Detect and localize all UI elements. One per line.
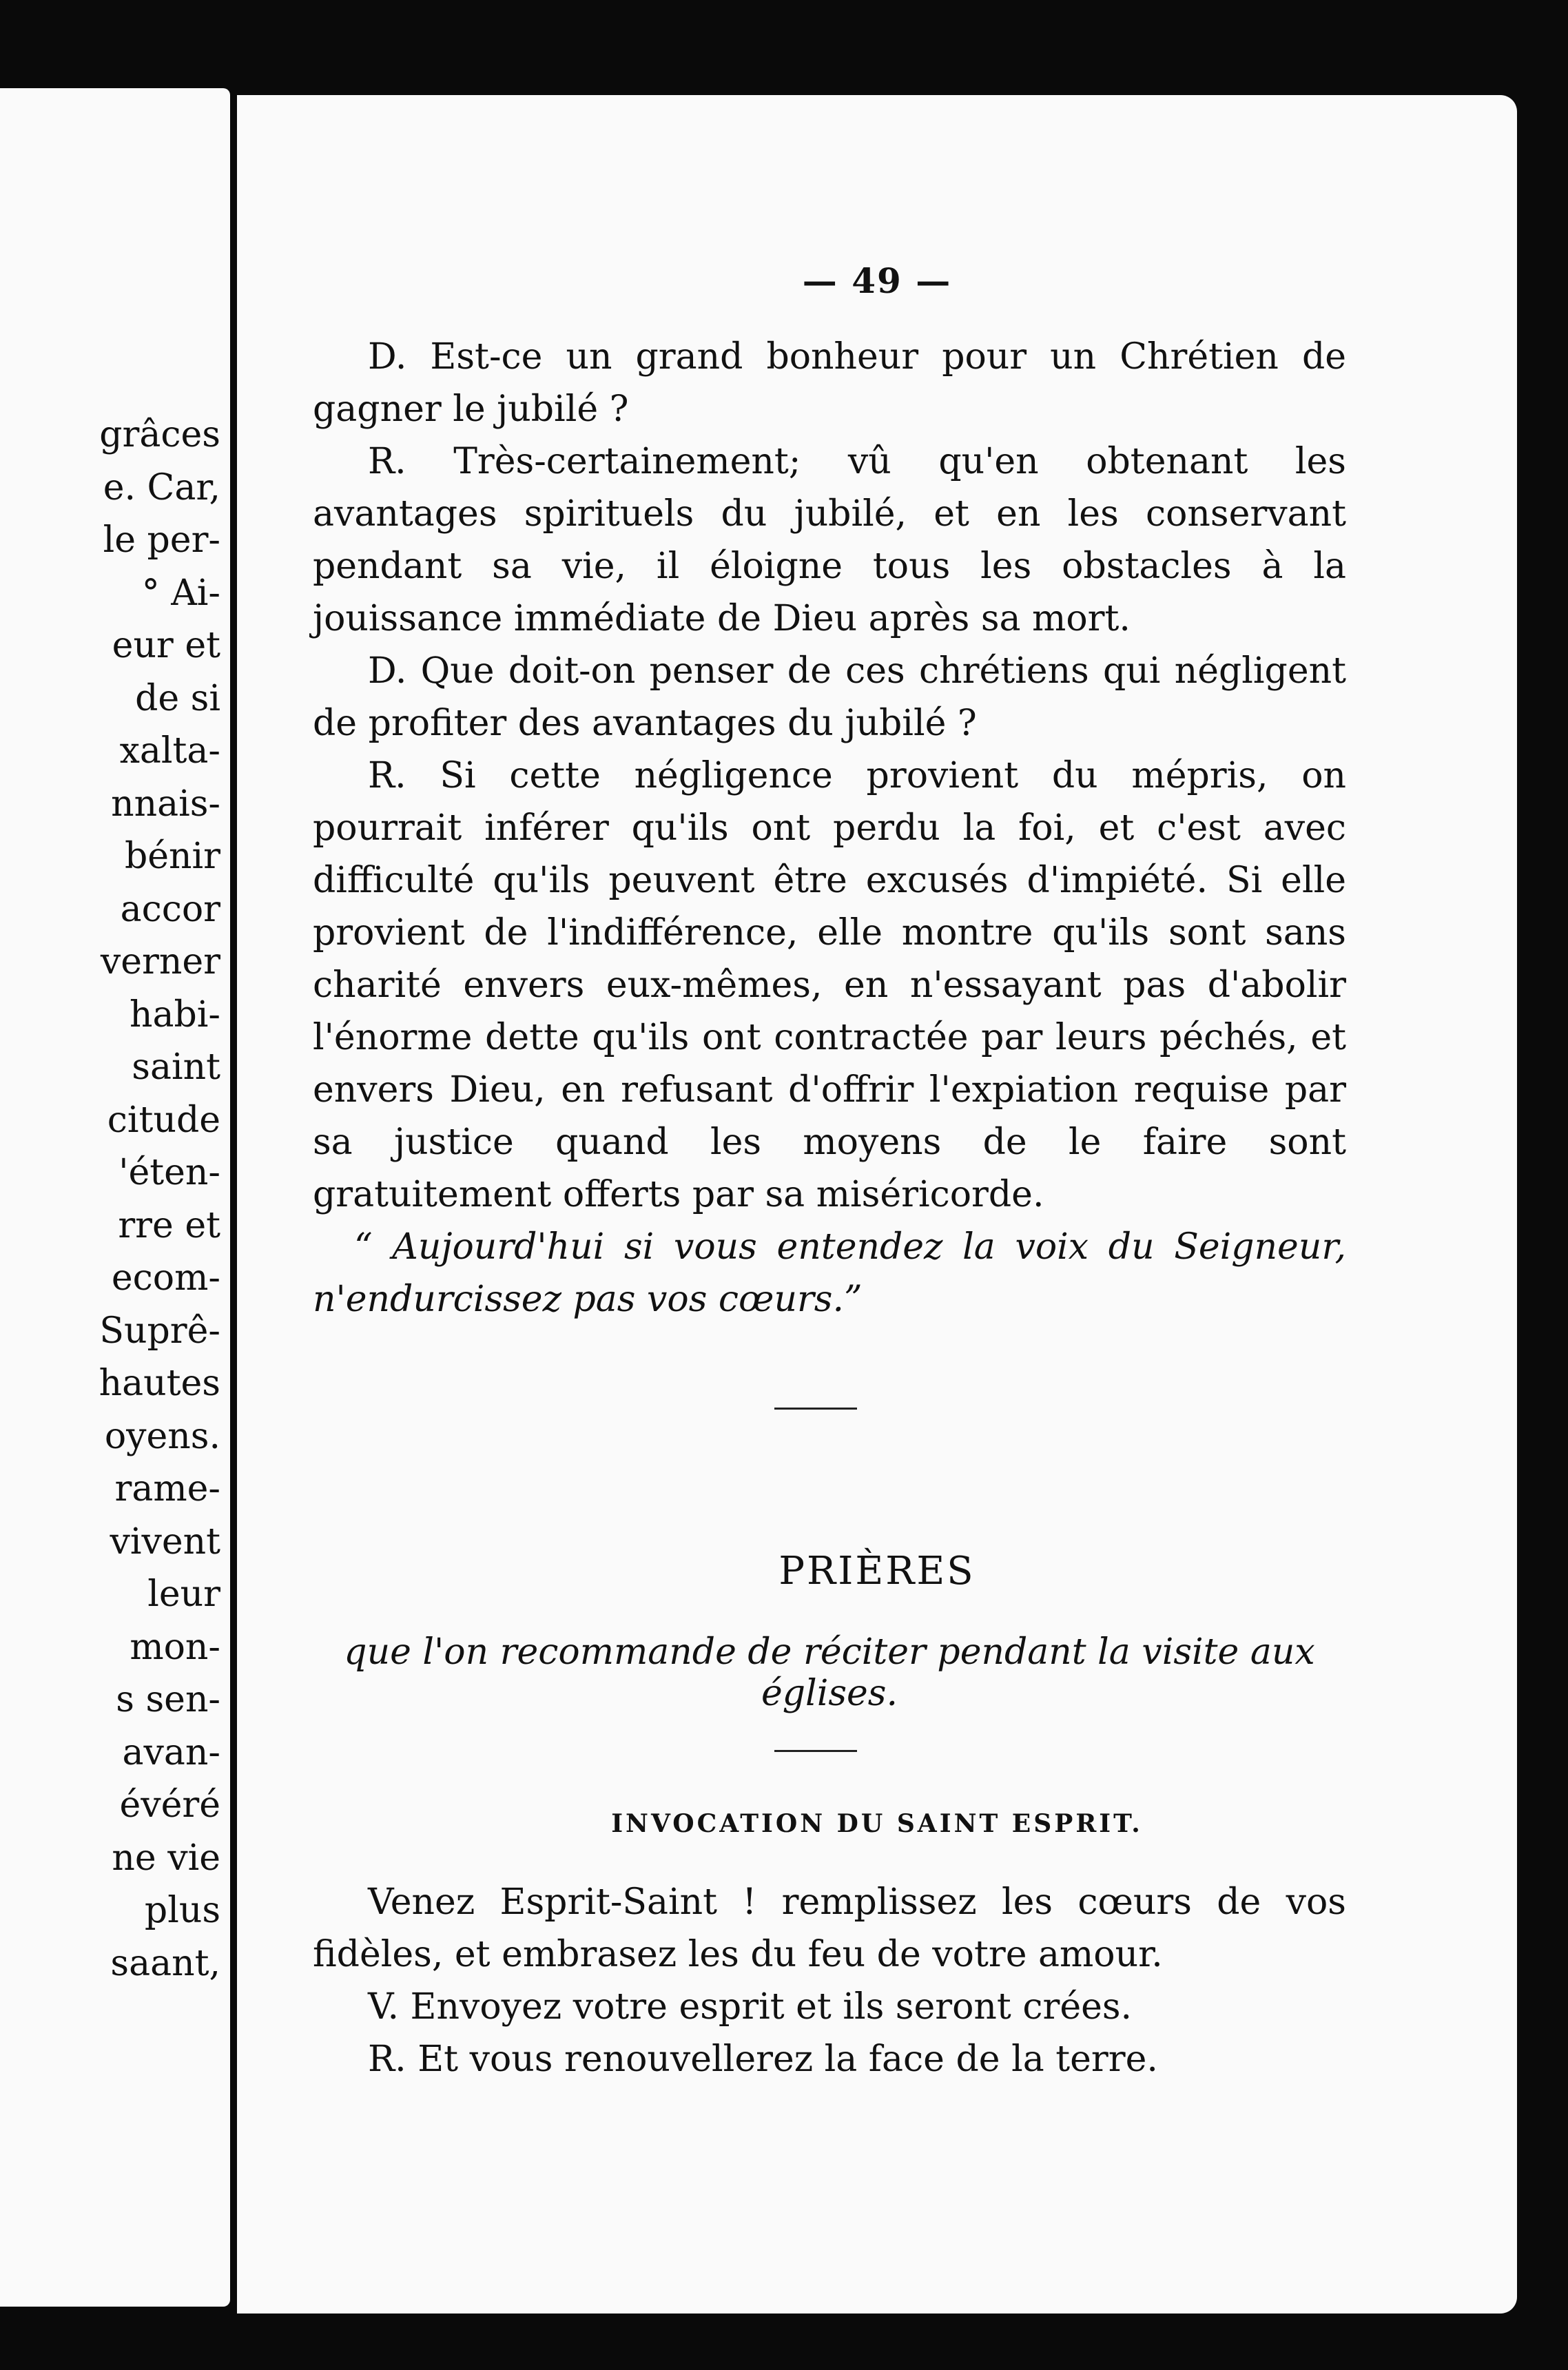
answer-paragraph: R. Si cette négligence provient du mépris, on pourrait inférer qu'ils ont perdu la foi, et c'est avec difficulté qu'ils peuvent être excusés d'impiété. Si elle provient de l'indifférence, elle montre qu'ils sont sans charité envers eux-mêmes, en n'essayant pas d'abolir l'énorme dette qu'ils ont contractée par leurs péchés, et envers Dieu, en refusant d'offrir l'expiation requise par sa justice quand les moyens de le faire sont gratuitement offerts par sa miséricorde. <box>313 755 1346 1215</box>
left-page-line: ecom- <box>111 1257 220 1299</box>
left-page-column <box>99 409 220 1990</box>
prayer-line: R. Et vous renouvellerez la face de la terre. <box>368 2039 1158 2080</box>
left-page-line: vivent <box>110 1521 220 1563</box>
left-page-line: de si <box>135 677 220 719</box>
left-page-line: nnais- <box>111 783 220 825</box>
left-page-line: accor <box>120 888 220 930</box>
left-page-line: e. Car, <box>103 466 220 508</box>
answer-paragraph: R. Très-certainement; vû qu'en obtenant les avantages spirituels du jubilé, et en les conservant pendant sa vie, il éloigne tous les obstacles à la jouissance immédiate de Dieu après sa mort. <box>313 441 1346 639</box>
left-page-line: eur et <box>112 625 220 666</box>
left-page-line: avan- <box>122 1731 220 1773</box>
left-page-line: ne vie <box>112 1837 220 1879</box>
divider-rule <box>774 1408 857 1410</box>
divider-rule <box>774 1750 857 1752</box>
left-page-line: oyens. <box>104 1415 220 1457</box>
left-page-line: grâces <box>99 414 220 455</box>
page-number-header: — 49 — <box>802 260 952 301</box>
left-page-line: ° Ai- <box>141 572 220 614</box>
left-page-line: bénir <box>124 836 220 877</box>
left-page-line: xalta- <box>119 730 220 772</box>
invocation-title: INVOCATION DU SAINT ESPRIT. <box>611 1809 1143 1838</box>
left-page-line: rame- <box>114 1468 220 1509</box>
section-subtitle: que l'on recommande de réciter pendant la visite aux églises. <box>344 1631 1315 1714</box>
left-page-line: hautes <box>99 1363 220 1404</box>
left-page <box>0 88 230 2307</box>
question-paragraph: D. Est-ce un grand bonheur pour un Chrétien de gagner le jubilé ? <box>313 336 1346 430</box>
left-page-line: s sen- <box>116 1679 220 1720</box>
left-page-line: le per- <box>103 519 220 561</box>
left-page-line: citude <box>107 1099 220 1141</box>
left-page-line: 'éten- <box>118 1152 220 1193</box>
left-page-line: Suprê- <box>99 1310 220 1352</box>
body-text <box>313 331 1346 1326</box>
prayer-line: V. Envoyez votre esprit et ils seront crées. <box>368 1986 1133 2028</box>
scripture-quote: “ Aujourd'hui si vous entendez la voix du Seigneur, n'endurcissez pas vos cœurs.” <box>313 1226 1346 1320</box>
left-page-line: leur <box>147 1574 220 1615</box>
section-title: PRIÈRES <box>778 1549 976 1594</box>
left-page-line: évéré <box>119 1784 220 1826</box>
prayer-line: Venez Esprit-Saint ! remplissez les cœurs de vos fidèles, et embrasez les du feu de votre amour. <box>313 1882 1346 1975</box>
left-page-line: rre et <box>118 1204 220 1246</box>
right-page <box>237 95 1517 2314</box>
left-page-line: plus <box>144 1890 220 1931</box>
question-paragraph: D. Que doit-on penser de ces chrétiens qui négligent de profiter des avantages du jubilé ? <box>313 650 1346 744</box>
left-page-line: mon- <box>130 1626 220 1668</box>
prayer-text <box>313 1876 1346 2085</box>
left-page-line: saant, <box>110 1942 220 1984</box>
left-page-line: verner <box>100 941 220 982</box>
left-page-line: saint <box>132 1047 220 1088</box>
left-page-line: habi- <box>130 993 220 1035</box>
